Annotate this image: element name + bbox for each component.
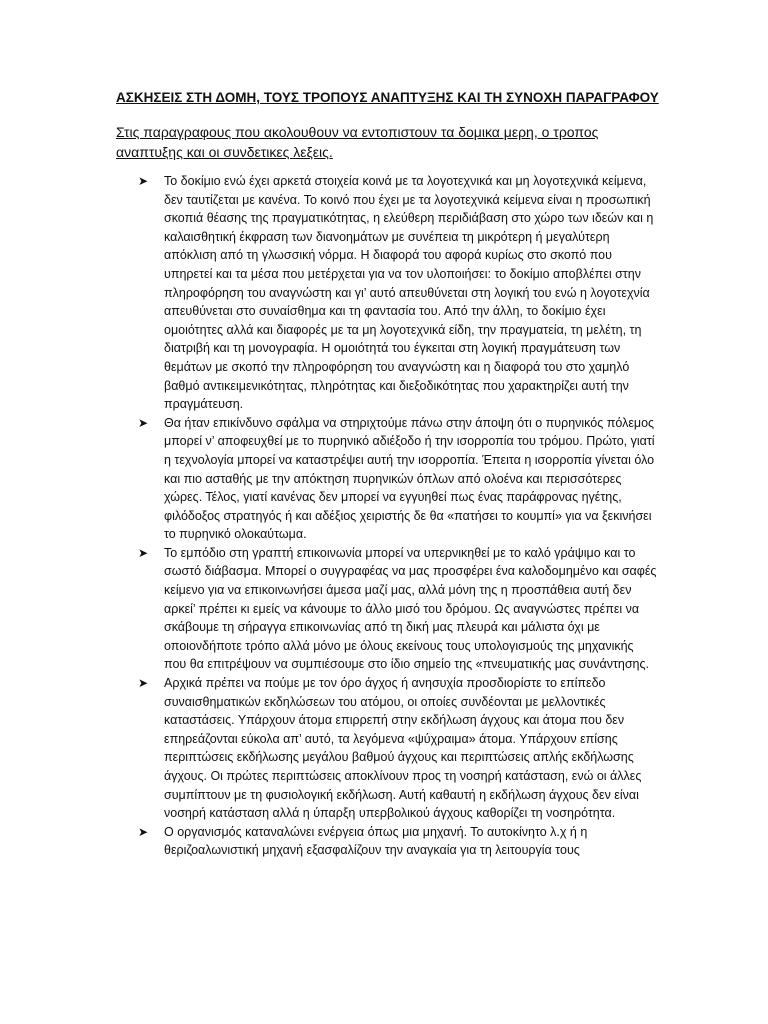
paragraph-item (138, 172, 658, 414)
paragraph-text: Θα ήταν επικίνδυνο σφάλμα να στηριχτούμε πάνω στην άποψη ότι ο πυρηνικός πόλεμος μπορεί ν’ αποφευχθεί με το πυρηνικό αδιέξοδο ή την ισορροπία του τρόμου. Πρώτο, γιατί η τεχνολογία μπορεί να καταστρέψει αυτή την ισορροπία. Έπειτα η ισορροπία γίνεται όλο και πιο ασταθής με την απόκτηση πυρηνικών όπλων από ολοένα και περισσότερες χώρες. Τέλος, γιατί κανένας δεν μπορεί να εγγυηθεί πως ένας παράφρονας ηγέτης, φιλόδοξος στρατηγός ή και αδέξιος χειριστής δε θα «πατήσει το κουμπί» για να ξεκινήσει το πυρηνικό ολοκαύτωμα. (164, 415, 655, 542)
arrow-bullet-icon: ➤ (138, 545, 149, 560)
paragraph-item (138, 823, 658, 860)
document-title: ΑΣΚΗΣΕΙΣ ΣΤΗ ΔΟΜΗ, ΤΟΥΣ ΤΡΟΠΟΥΣ ΑΝΑΠΤΥΞΗΣ ΚΑΙ ΤΗ ΣΥΝΟΧΗ ΠΑΡΑΓΡΑΦΟΥ (116, 90, 659, 105)
paragraph-text: Ο οργανισμός καταναλώνει ενέργεια όπως μια μηχανή. Το αυτοκίνητο λ.χ ή η θεριζοαλωνιστική μηχανή εξασφαλίζουν την αναγκαία για τη λειτουργία τους (164, 824, 588, 858)
paragraph-text: Αρχικά πρέπει να πούμε με τον όρο άγχος ή ανησυχία προσδιορίστε το επίπεδο συναισθηματικών εκδηλώσεων του ατόμου, οι οποίες συνδέονται με μελλοντικές καταστάσεις. Υπάρχουν άτομα επιρρεπή στην εκδήλωση άγχους και άτομα που δεν επηρεάζονται εύκολα απ’ αυτό, τα λεγόμενα «ψύχραιμα» άτομα. Υπάρχουν επίσης περιπτώσεις εκδήλωσης μεγάλου βαθμού άγχους και περιπτώσεις απλής εκδήλωσης άγχους. Οι πρώτες περιπτώσεις αποκλίνουν προς τη νοσηρή κατάσταση, ενώ οι άλλες συμπίπτουν με τη φυσιολογική εκδήλωση. Αυτή καθαυτή η εκδήλωση άγχους δεν είναι νοσηρή κατάσταση αλλά η ύπαρξη υπερβολικού άγχους καθορίζει τη νοσηρότητα. (164, 676, 642, 821)
paragraph-text: Το εμπόδιο στη γραπτή επικοινωνία μπορεί να υπερνικηθεί με το καλό γράψιμο και το σωστό διάβασμα. Μπορεί ο συγγραφέας να μας προσφέρει ένα καλοδομημένο και σαφές κείμενο για να επικοινωνήσει άμεσα μαζί μας, αλλά μόνη της η προσπάθεια αυτή δεν αρκεί’ πρέπει κι εμείς να κάνουμε το άλλο μισό του δρόμου. Ως αναγνώστες πρέπει να σκάβουμε τη σήραγγα επικοινωνίας από τη δική μας πλευρά και μάλιστα όχι με οποιονδήποτε τρόπο αλλά μόνο με όλους εκείνους τους υπολογισμούς της μηχανικής που θα επιτρέψουν να συμπιέσουμε στο ίδιο σημείο της «πνευματικής μας συνάντησης. (164, 545, 657, 672)
paragraph-text: Το δοκίμιο ενώ έχει αρκετά στοιχεία κοινά με τα λογοτεχνικά και μη λογοτεχνικά κείμενα, δεν ταυτίζεται με κανένα. Το κοινό που έχει με τα λογοτεχνικά κείμενα είναι η προσωπική σκοπιά θέασης της πραγματικότητας, η ελεύθερη περιδιάβαση στο χώρο των ιδεών και η καλαισθητική έκφραση των διανοημάτων με συνέπεια τη μικρότερη ή μεγαλύτερη απόκλιση από τη γλωσσική νόρμα. Η διαφορά του αφορά κυρίως στο σκοπό που υπηρετεί και τα μέσα που μετέρχεται για να τον υλοποιήσει: το δοκίμιο αποβλέπει στην πληροφόρηση του αναγνώστη και γι’ αυτό απευθύνεται στη λογική του ενώ η λογοτεχνία απευθύνεται στο συναίσθημα και τη φαντασία του. Από την άλλη, το δοκίμιο έχει ομοιότητες αλλά και διαφορές με τα μη λογοτεχνικά είδη, την πραγματεία, τη μελέτη, τη διατριβή και τη μονογραφία. Η ομοιότητά του έγκειται στη λογική πραγμάτευση των θεμάτων με σκοπό την πληροφόρηση του αναγνώστη και η διαφορά του στο χαμηλό βαθμό αντικειμενικότητας, πληρότητας και διεξοδικότητας που χαρακτηρίζει αυτή την πραγμάτευση. (164, 174, 654, 412)
exercise-instructions: Στις παραγραφους που ακολουθουν να εντοπιστουν τα δομικα μερη, ο τροπος αναπτυξης και οι συνδετικες λεξεις. (116, 124, 599, 160)
paragraph-item (138, 544, 658, 674)
arrow-bullet-icon: ➤ (138, 676, 149, 691)
arrow-bullet-icon: ➤ (138, 415, 149, 430)
arrow-bullet-icon: ➤ (138, 174, 149, 188)
arrow-bullet-icon: ➤ (138, 824, 149, 839)
paragraph-item (138, 414, 658, 544)
paragraph-list (138, 172, 658, 860)
paragraph-item (138, 674, 658, 823)
